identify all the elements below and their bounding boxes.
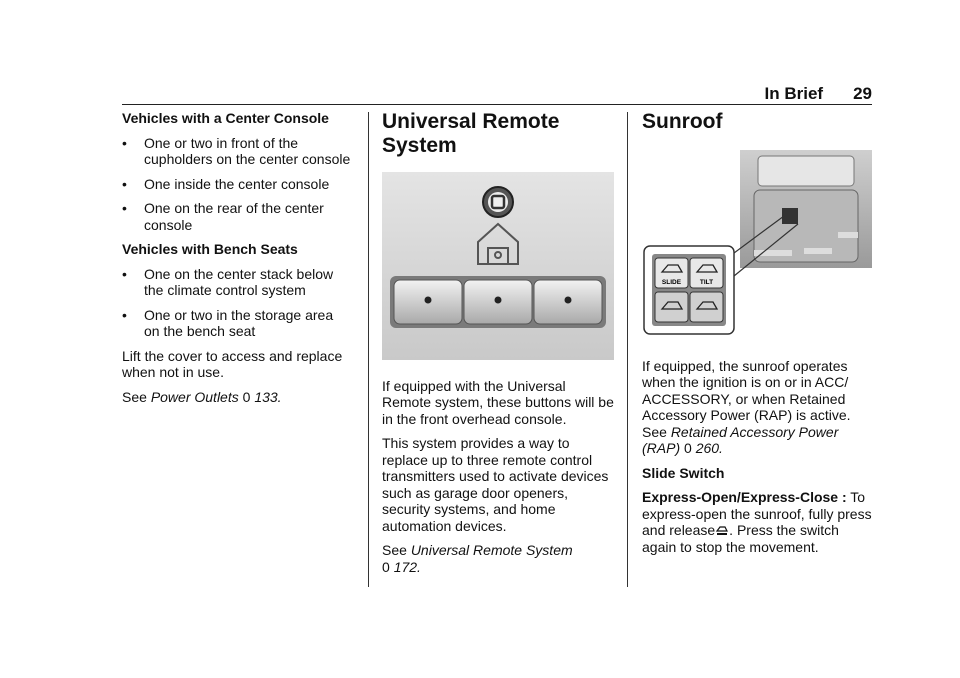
column-divider-1 — [368, 112, 369, 587]
remote-indicator-icon — [483, 187, 513, 217]
see-reference: See Power Outlets 0 133. — [122, 388, 282, 405]
paragraph: If equipped with the Universal Remote system, these buttons will be in the front overhead console. — [382, 377, 614, 427]
section-heading: Sunroof — [642, 110, 723, 133]
term: Express-Open/Express-Close : — [642, 489, 847, 505]
cross-reference-link[interactable]: Power Outlets — [150, 388, 239, 405]
list-item: • One on the rear of the center console — [122, 200, 324, 233]
running-header — [765, 84, 872, 104]
column-divider-2 — [627, 112, 628, 587]
subhead-bench-seats: Vehicles with Bench Seats — [122, 241, 298, 257]
list-item: • One or two in the storage area on the bench seat — [122, 306, 334, 339]
page-ref-arrow-icon: 0 — [684, 440, 692, 456]
column-left — [122, 110, 352, 413]
list-item: • One inside the center console — [122, 175, 330, 192]
tilt-label: TILT — [699, 279, 714, 286]
universal-remote-figure — [382, 172, 616, 364]
cross-reference-link[interactable]: Universal Remote System — [410, 542, 573, 558]
cross-reference-link[interactable]: Retained Accessory Power (RAP) — [642, 423, 839, 456]
overhead-console — [740, 150, 872, 268]
header-rule — [122, 104, 872, 105]
subhead-center-console: Vehicles with a Center Console — [122, 110, 329, 126]
sunroof-switch-illustration — [642, 150, 874, 340]
column-right — [642, 110, 874, 563]
remote-button-3 — [534, 280, 602, 324]
column-middle — [382, 110, 616, 583]
list-item: • One or two in front of the cupholders on the center console — [122, 134, 351, 167]
sunroof-slide-icon — [715, 523, 729, 537]
subhead-slide-switch: Slide Switch — [642, 464, 725, 481]
page-ref-arrow-icon: 0 — [242, 388, 251, 405]
paragraph: Express-Open/Express-Close : To express-open the sunroof, fully press and release . Press the switch again to stop the movement. — [642, 489, 872, 555]
remote-button-2 — [464, 280, 532, 324]
page-number: 29 — [853, 84, 872, 103]
paragraph: If equipped, the sunroof operates when the ignition is on or in ACC/ ACCESSORY, or when Retained Accessory Power (RAP) is active. See Retained Accessory Power (RAP) 0 260. — [642, 357, 851, 456]
list-item: • One on the center stack below the climate control system — [122, 265, 334, 298]
sunroof-figure — [642, 150, 874, 344]
paragraph: This system provides a way to replace up to three remote control transmitters used to activate devices such as garage door openers, security systems, and home automation devices. — [382, 435, 609, 534]
section-heading: Universal Remote System — [382, 110, 560, 157]
remote-button-1 — [394, 280, 462, 324]
paragraph: Lift the cover to access and replace when not in use. — [122, 347, 343, 380]
section-title: In Brief — [764, 84, 824, 103]
page-ref-arrow-icon: 0 — [382, 558, 390, 575]
slide-label: SLIDE — [661, 279, 682, 286]
see-reference: See Universal Remote System 0 172. — [382, 542, 573, 575]
universal-remote-illustration — [382, 172, 614, 360]
